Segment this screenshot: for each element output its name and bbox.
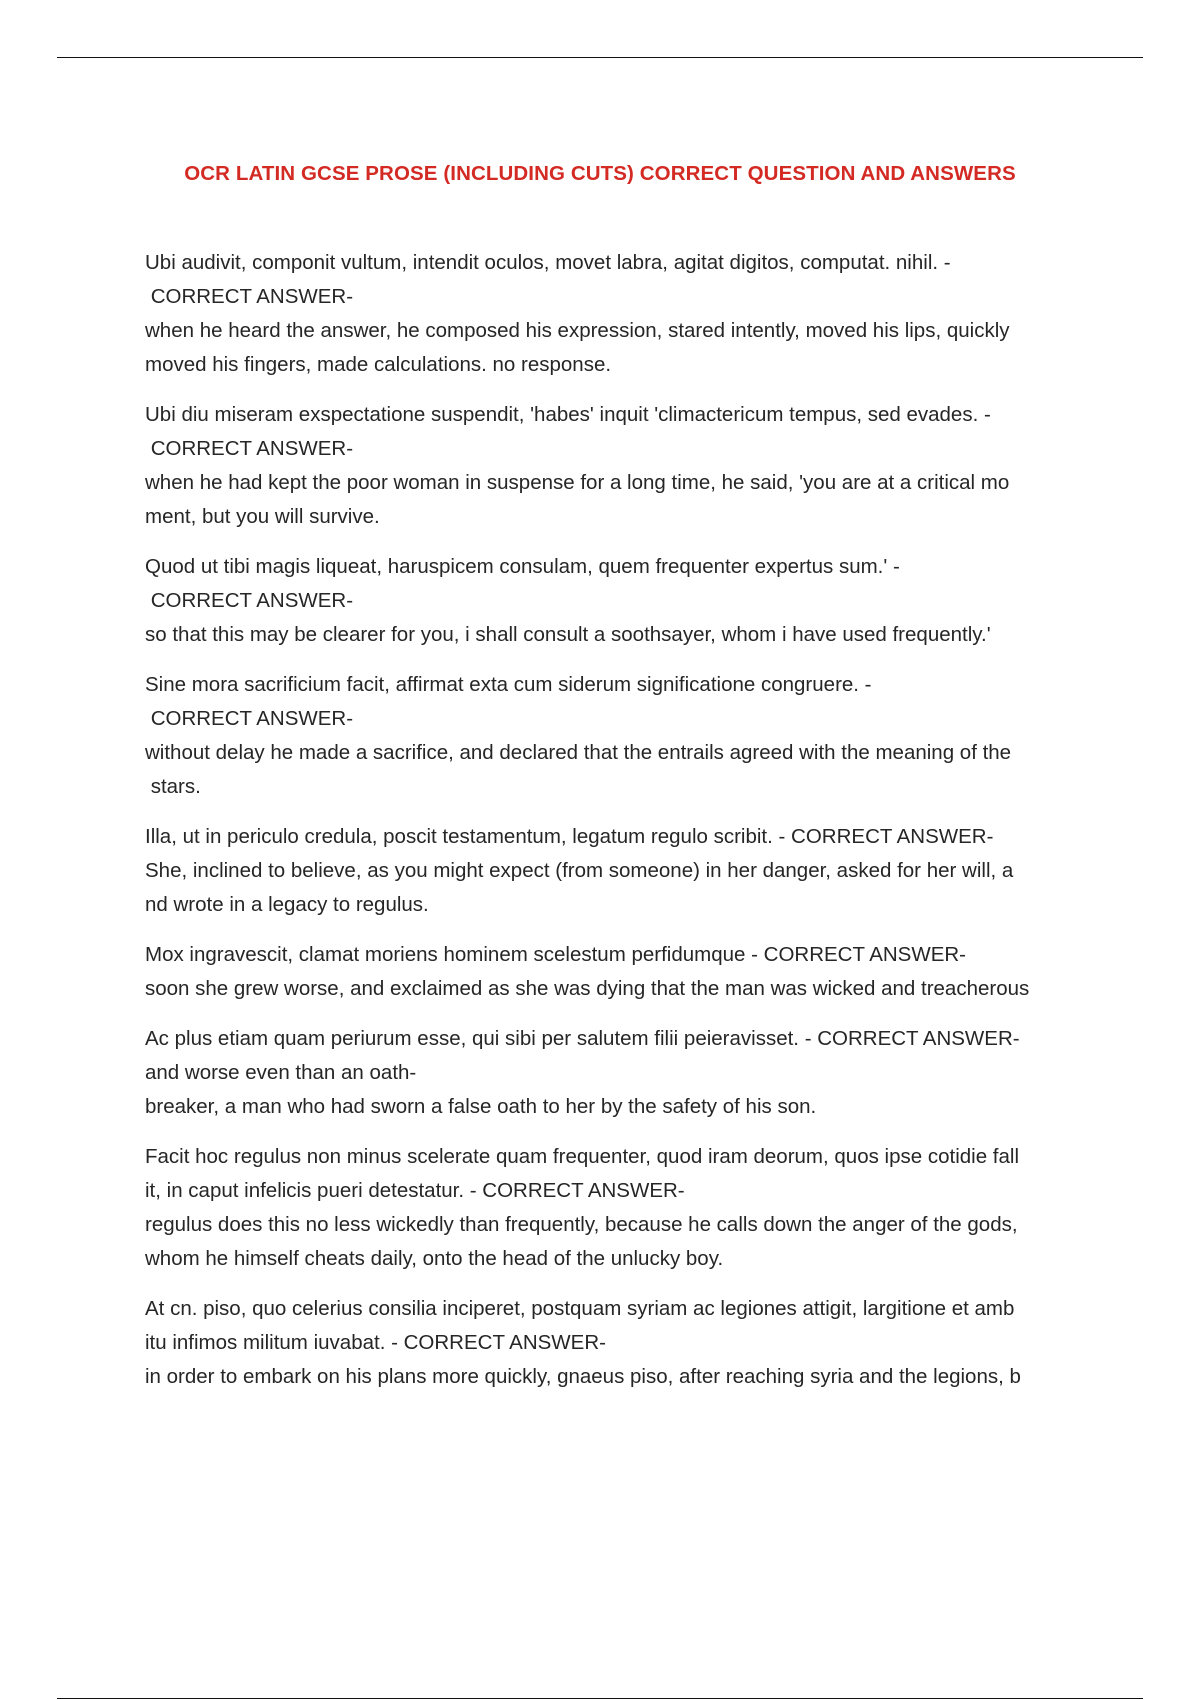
qa-line: without delay he made a sacrifice, and declared that the entrails agreed with the meaning of the xyxy=(145,741,1012,764)
document-title: OCR LATIN GCSE PROSE (INCLUDING CUTS) CORRECT QUESTION AND ANSWERS xyxy=(184,161,1016,185)
qa-line: ment, but you will survive. xyxy=(145,505,380,528)
qa-item xyxy=(145,1140,1090,1276)
qa-line: in order to embark on his plans more quickly, gnaeus piso, after reaching syria and the legions, b xyxy=(145,1365,1021,1388)
qa-line: Ac plus etiam quam periurum esse, qui sibi per salutem filii peieravisset. - CORRECT ANSWER- xyxy=(145,1027,1020,1050)
qa-line: Facit hoc regulus non minus scelerate quam frequenter, quod iram deorum, quos ipse cotidie fall xyxy=(145,1145,1020,1168)
qa-line: and worse even than an oath- xyxy=(145,1061,417,1084)
qa-line: soon she grew worse, and exclaimed as she was dying that the man was wicked and treacherous xyxy=(145,977,1030,1000)
qa-line: Mox ingravescit, clamat moriens hominem scelestum perfidumque - CORRECT ANSWER- xyxy=(145,943,967,966)
footer-rule xyxy=(57,1698,1143,1699)
question-answer-list xyxy=(145,246,1090,1410)
qa-line: when he heard the answer, he composed his expression, stared intently, moved his lips, quickly xyxy=(145,319,1010,342)
qa-line: CORRECT ANSWER- xyxy=(145,285,354,308)
qa-line: stars. xyxy=(145,775,201,798)
qa-line: Illa, ut in periculo credula, poscit testamentum, legatum regulo scribit. - CORRECT ANSWER- xyxy=(145,825,994,848)
qa-line: CORRECT ANSWER- xyxy=(145,589,354,612)
qa-item xyxy=(145,1022,1090,1124)
qa-line: CORRECT ANSWER- xyxy=(145,707,354,730)
header-rule xyxy=(57,57,1143,58)
qa-item xyxy=(145,550,1090,652)
qa-line: At cn. piso, quo celerius consilia inciperet, postquam syriam ac legiones attigit, largitione et amb xyxy=(145,1297,1015,1320)
qa-line: Ubi audivit, componit vultum, intendit oculos, movet labra, agitat digitos, computat. nihil. - xyxy=(145,251,951,274)
qa-line: Ubi diu miseram exspectatione suspendit, 'habes' inquit 'climactericum tempus, sed evades. - xyxy=(145,403,991,426)
qa-line: nd wrote in a legacy to regulus. xyxy=(145,893,429,916)
qa-line: it, in caput infelicis pueri detestatur. - CORRECT ANSWER- xyxy=(145,1179,685,1202)
qa-line: whom he himself cheats daily, onto the head of the unlucky boy. xyxy=(145,1247,724,1270)
qa-line: so that this may be clearer for you, i shall consult a soothsayer, whom i have used frequently.' xyxy=(145,623,991,646)
qa-line: CORRECT ANSWER- xyxy=(145,437,354,460)
qa-line: breaker, a man who had sworn a false oath to her by the safety of his son. xyxy=(145,1095,817,1118)
qa-item xyxy=(145,668,1090,804)
qa-item xyxy=(145,820,1090,922)
qa-item xyxy=(145,938,1090,1006)
qa-line: Sine mora sacrificium facit, affirmat exta cum siderum significatione congruere. - xyxy=(145,673,872,696)
qa-item xyxy=(145,246,1090,382)
qa-line: regulus does this no less wickedly than frequently, because he calls down the anger of the gods, xyxy=(145,1213,1018,1236)
qa-line: She, inclined to believe, as you might expect (from someone) in her danger, asked for her will, a xyxy=(145,859,1014,882)
qa-item xyxy=(145,398,1090,534)
qa-line: Quod ut tibi magis liqueat, haruspicem consulam, quem frequenter expertus sum.' - xyxy=(145,555,900,578)
qa-line: moved his fingers, made calculations. no response. xyxy=(145,353,612,376)
qa-line: when he had kept the poor woman in suspense for a long time, he said, 'you are at a critical mo xyxy=(145,471,1010,494)
qa-item xyxy=(145,1292,1090,1394)
qa-line: itu infimos militum iuvabat. - CORRECT ANSWER- xyxy=(145,1331,606,1354)
